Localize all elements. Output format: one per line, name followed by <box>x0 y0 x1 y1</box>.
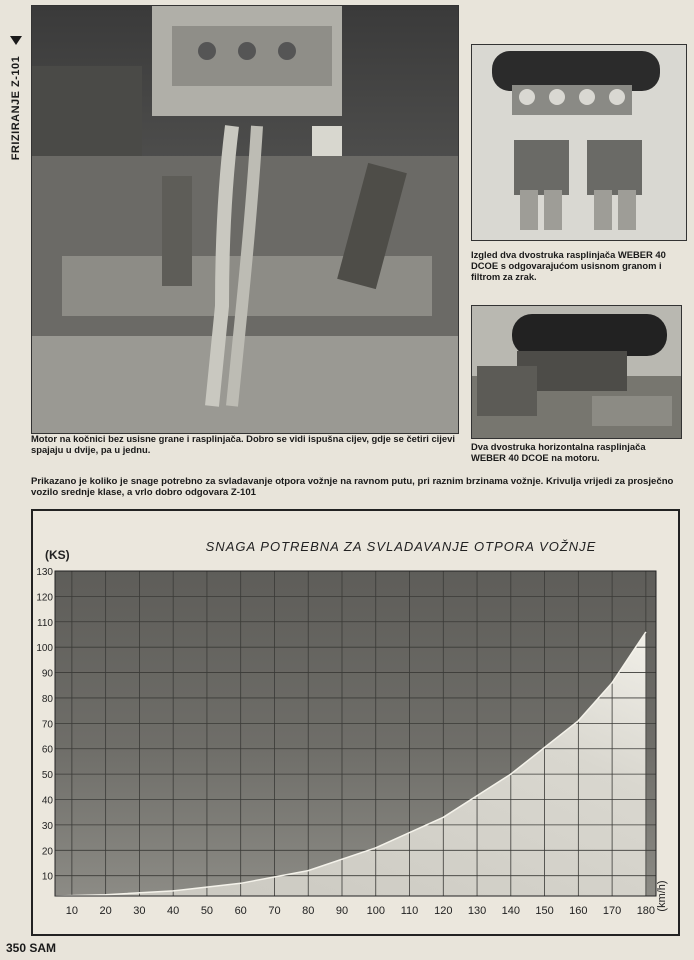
y-tick-label: 50 <box>41 770 53 782</box>
x-tick-label: 130 <box>467 905 487 917</box>
x-tick-label: 50 <box>200 905 214 917</box>
y-tick-label: 70 <box>41 719 53 731</box>
page-number: 350 <box>6 941 27 955</box>
y-tick-label: 40 <box>41 795 53 807</box>
y-tick-label: 80 <box>41 693 53 705</box>
y-tick-label: 90 <box>41 668 53 680</box>
power-chart-svg <box>33 511 678 934</box>
section-label <box>6 40 26 180</box>
x-tick-label: 30 <box>133 905 146 917</box>
x-tick-label: 100 <box>366 905 385 917</box>
x-axis-label: (km/h) <box>656 880 668 912</box>
x-tick-label: 180 <box>636 905 656 917</box>
page-footer <box>6 941 56 955</box>
carburetors-on-engine-photo <box>471 305 682 439</box>
engine-on-brake-photo <box>31 5 459 434</box>
x-tick-label: 40 <box>167 905 180 917</box>
weber-carburetors-photo <box>471 44 687 241</box>
x-tick-label: 110 <box>400 905 419 917</box>
chart-intro-text: Prikazano je koliko je snage potrebno za svladavanje otpora vožnje na ravnom putu, pri raznim brzinama vožnje. Krivulja vrijedi za prosječno vozilo srednje klase, a vrlo dobro odgovara Z-101 <box>31 476 674 498</box>
y-tick-label: 20 <box>41 846 53 858</box>
x-tick-label: 80 <box>302 905 315 917</box>
y-tick-label: 130 <box>36 567 53 578</box>
x-tick-label: 170 <box>602 905 622 917</box>
x-tick-label: 140 <box>501 905 520 917</box>
x-tick-label: 160 <box>569 905 588 917</box>
section-label-text: FRIZIRANJE Z-101 <box>10 55 22 161</box>
x-tick-label: 120 <box>434 905 453 917</box>
x-tick-label: 150 <box>535 905 554 917</box>
y-tick-label: 120 <box>36 592 53 604</box>
y-axis-label: (KS) <box>45 548 70 562</box>
x-tick-label: 90 <box>335 905 349 917</box>
photo-caption-weber: Izgled dva dvostruka rasplinjača WEBER 40 DCOE s odgovarajućom usisnom granom i filtrom za zrak. <box>471 249 666 282</box>
x-tick-label: 60 <box>234 905 247 917</box>
y-tick-label: 10 <box>41 871 53 883</box>
chart-title: SNAGA POTREBNA ZA SVLADAVANJE OTPORA VOŽNJE <box>205 539 597 554</box>
photo-caption-engine: Dva dvostruka horizontalna rasplinjača WEBER 40 DCOE na motoru. <box>471 441 646 463</box>
photo-caption-main: Motor na kočnici bez usisne grane i rasplinjača. Dobro se vidi ispušna cijev, gdje se četiri cijevi spajaju u dvije, pa u jednu. <box>31 433 455 455</box>
x-tick-label: 10 <box>65 905 79 917</box>
y-tick-label: 110 <box>37 617 53 629</box>
y-tick-label: 30 <box>41 820 53 832</box>
y-tick-label: 100 <box>36 643 53 655</box>
power-chart <box>31 509 680 936</box>
x-tick-label: 70 <box>268 905 281 917</box>
y-tick-label: 60 <box>41 744 53 756</box>
magazine-name: SAM <box>29 941 57 955</box>
x-tick-label: 20 <box>99 905 112 917</box>
